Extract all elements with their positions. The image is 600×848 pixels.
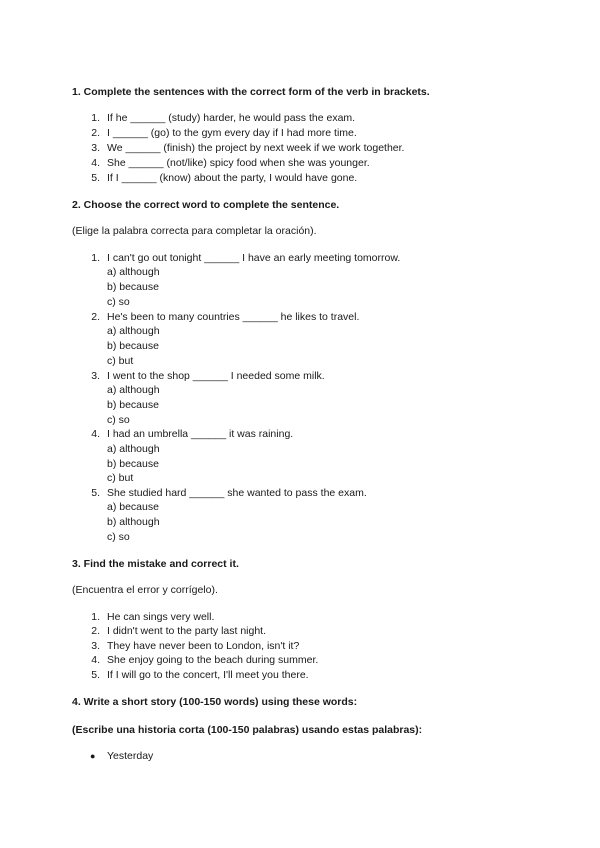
option-a: a) although	[107, 325, 160, 337]
item-number: 1.	[91, 112, 100, 124]
section-4-subheading: (Escribe una historia corta (100-150 palabras) usando estas palabras):	[72, 724, 423, 736]
section-2-note: (Elige la palabra correcta para completar la oración).	[72, 225, 317, 237]
item-number: 4.	[91, 654, 100, 666]
option-b: b) although	[107, 516, 160, 528]
option-c: c) but	[107, 472, 134, 484]
option-a: a) although	[107, 384, 160, 396]
item-text: I had an umbrella ______ it was raining.	[107, 428, 294, 440]
section-4-heading: 4. Write a short story (100-150 words) using these words:	[72, 696, 358, 708]
item-number: 3.	[91, 142, 100, 154]
option-b: b) because	[107, 458, 159, 470]
option-c: c) so	[107, 414, 130, 426]
item-number: 2.	[91, 625, 100, 637]
option-c: c) so	[107, 531, 130, 543]
item-text: They have never been to London, isn't it?	[107, 640, 300, 652]
item-number: 2.	[91, 127, 100, 139]
item-text: I can't go out tonight ______ I have an early meeting tomorrow.	[107, 252, 401, 264]
item-number: 3.	[91, 640, 100, 652]
option-c: c) but	[107, 355, 134, 367]
item-number: 5.	[91, 172, 100, 184]
option-a: a) although	[107, 266, 160, 278]
item-text: If he ______ (study) harder, he would pass the exam.	[107, 112, 356, 124]
item-text: If I will go to the concert, I'll meet you there.	[107, 669, 309, 681]
item-number: 1.	[91, 611, 100, 623]
option-c: c) so	[107, 296, 130, 308]
item-text: If I ______ (know) about the party, I would have gone.	[107, 172, 358, 184]
item-number: 4.	[91, 157, 100, 169]
item-number: 1.	[91, 252, 100, 264]
item-text: I ______ (go) to the gym every day if I had more time.	[107, 127, 357, 139]
item-number: 3.	[91, 370, 100, 382]
item-text: She studied hard ______ she wanted to pass the exam.	[107, 487, 367, 499]
option-b: b) because	[107, 340, 159, 352]
item-text: I didn't went to the party last night.	[107, 625, 267, 637]
option-b: b) because	[107, 399, 159, 411]
section-1-heading: 1. Complete the sentences with the correct form of the verb in brackets.	[72, 86, 430, 98]
item-text: She enjoy going to the beach during summer.	[107, 654, 319, 666]
section-3-heading: 3. Find the mistake and correct it.	[72, 558, 239, 570]
option-b: b) because	[107, 281, 159, 293]
item-text: We ______ (finish) the project by next week if we work together.	[107, 142, 405, 154]
option-a: a) because	[107, 501, 159, 513]
item-number: 4.	[91, 428, 100, 440]
section-2-heading: 2. Choose the correct word to complete the sentence.	[72, 199, 340, 211]
item-text: He's been to many countries ______ he likes to travel.	[107, 311, 360, 323]
item-number: 5.	[91, 487, 100, 499]
item-number: 5.	[91, 669, 100, 681]
option-a: a) although	[107, 443, 160, 455]
item-text: He can sings very well.	[107, 611, 215, 623]
item-text: I went to the shop ______ I needed some milk.	[107, 370, 325, 382]
item-text: She ______ (not/like) spicy food when she was younger.	[107, 157, 370, 169]
item-number: 2.	[91, 311, 100, 323]
bullet-icon: ●	[90, 751, 96, 761]
section-3-note: (Encuentra el error y corrígelo).	[72, 584, 218, 596]
bullet-text: Yesterday	[107, 750, 154, 762]
